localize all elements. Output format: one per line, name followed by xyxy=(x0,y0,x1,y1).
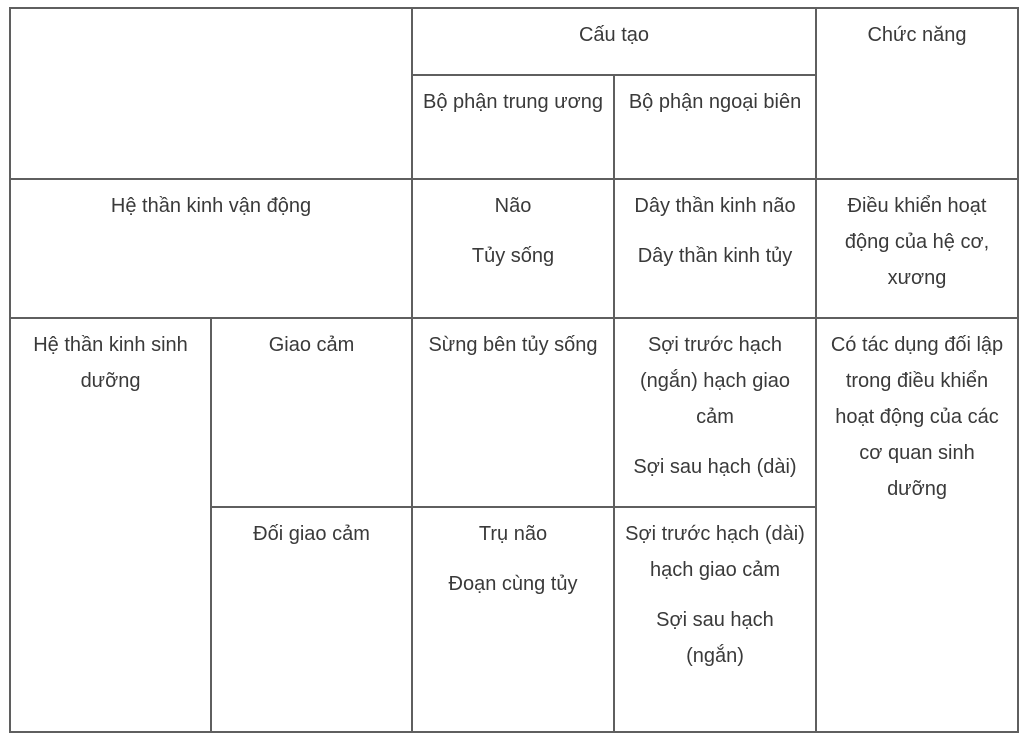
van-dong-label xyxy=(10,179,412,318)
giao-cam-ngoai-bien-item: Sợi trước hạch (ngắn) hạch giao cảm xyxy=(639,334,791,428)
nervous-system-table xyxy=(9,7,1019,733)
van-dong-chuc-nang xyxy=(816,179,1018,318)
sinh-duong-label xyxy=(10,318,211,732)
header-trung-uong-text: Bộ phận trung ương xyxy=(423,91,603,113)
doi-giao-cam-trung-uong-item: Đoạn cùng tủy xyxy=(448,573,578,595)
giao-cam-ngoai-bien xyxy=(614,318,816,507)
sinh-duong-chuc-nang xyxy=(816,318,1018,732)
header-cau-tao-text: Cấu tạo xyxy=(578,24,650,46)
van-dong-ngoai-bien xyxy=(614,179,816,318)
header-trung-uong xyxy=(412,75,614,179)
giao-cam-ngoai-bien-item: Sợi sau hạch (dài) xyxy=(633,456,797,478)
sinh-duong-label-text: Hệ thần kinh sinh dưỡng xyxy=(33,334,188,392)
van-dong-ngoai-bien-item: Dây thần kinh não xyxy=(634,195,796,217)
doi-giao-cam-trung-uong-item: Trụ não xyxy=(478,523,548,545)
van-dong-trung-uong xyxy=(412,179,614,318)
header-cau-tao xyxy=(412,8,816,75)
doi-giao-cam-label xyxy=(211,507,412,732)
van-dong-trung-uong-item: Não xyxy=(494,195,532,217)
van-dong-chuc-nang-text: Điều khiển hoạt động của hệ cơ, xương xyxy=(844,195,990,289)
header-ngoai-bien-text: Bộ phận ngoại biên xyxy=(628,91,802,113)
giao-cam-label-text: Giao cảm xyxy=(268,334,355,356)
van-dong-trung-uong-item: Tủy sống xyxy=(471,245,555,267)
sinh-duong-chuc-nang-text: Có tác dụng đối lập trong điều khiển hoạt động của các cơ quan sinh dưỡng xyxy=(830,334,1004,500)
doi-giao-cam-ngoai-bien-item: Sợi trước hạch (dài) hạch giao cảm xyxy=(625,523,805,581)
header-ngoai-bien xyxy=(614,75,816,179)
doi-giao-cam-label-text: Đối giao cảm xyxy=(253,523,370,545)
header-chuc-nang-text: Chức năng xyxy=(867,24,967,46)
giao-cam-label xyxy=(211,318,412,507)
header-chuc-nang xyxy=(816,8,1018,179)
header-row-1 xyxy=(10,8,1018,75)
doi-giao-cam-ngoai-bien-item: Sợi sau hạch (ngắn) xyxy=(656,609,774,667)
row-giao-cam xyxy=(10,318,1018,507)
empty-corner-cell xyxy=(10,8,412,179)
doi-giao-cam-ngoai-bien xyxy=(614,507,816,732)
giao-cam-trung-uong-text: Sừng bên tủy sống xyxy=(428,334,598,356)
row-van-dong xyxy=(10,179,1018,318)
van-dong-ngoai-bien-item: Dây thần kinh tủy xyxy=(637,245,793,267)
doi-giao-cam-trung-uong xyxy=(412,507,614,732)
giao-cam-trung-uong xyxy=(412,318,614,507)
van-dong-label-text: Hệ thần kinh vận động xyxy=(110,195,312,217)
